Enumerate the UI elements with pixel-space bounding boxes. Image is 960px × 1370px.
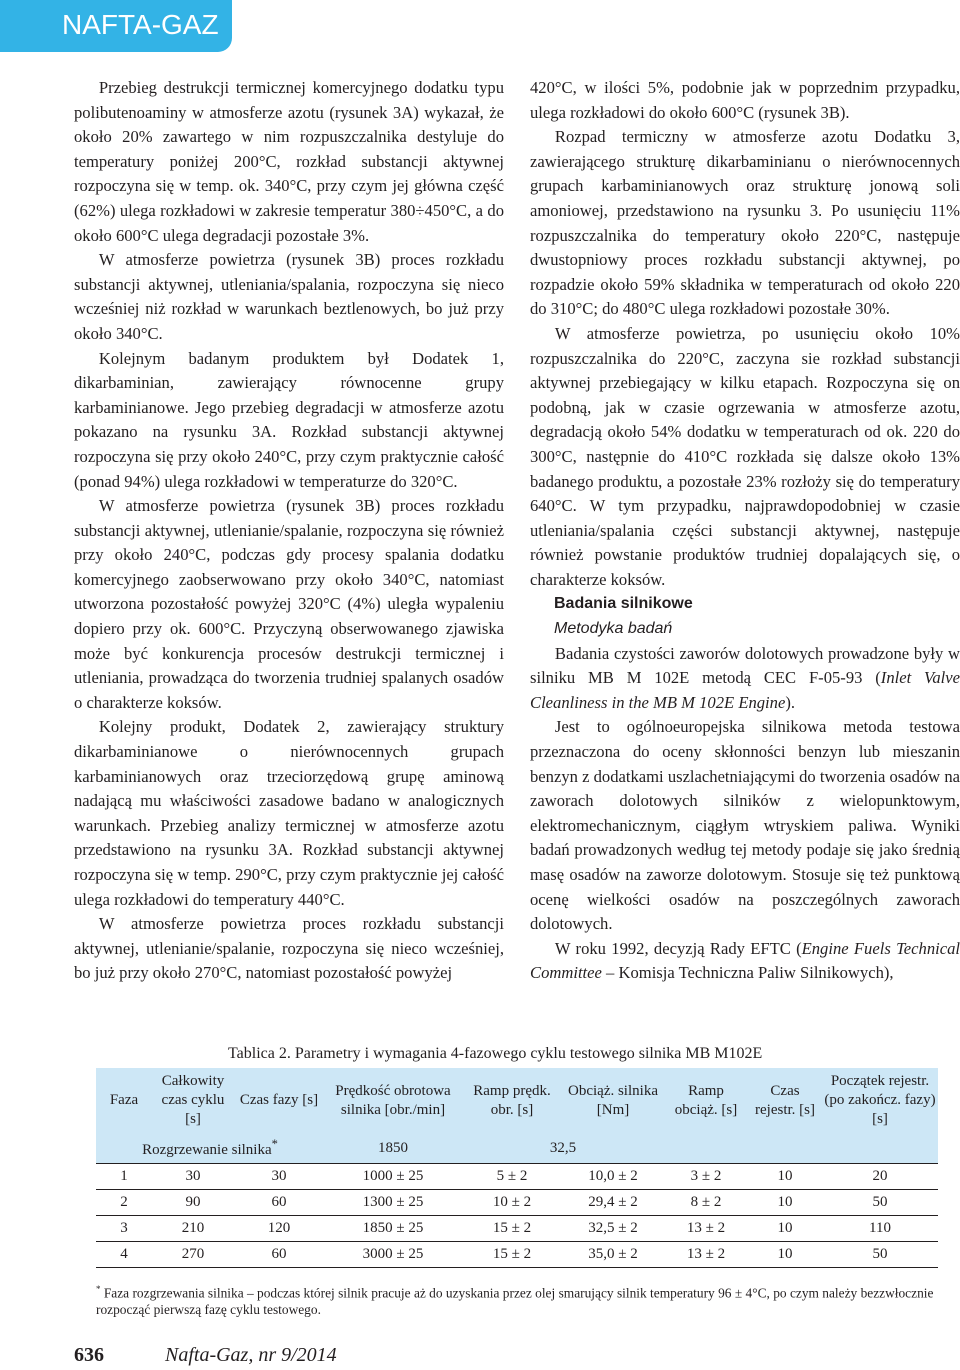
header-cell: Całkowity czas cyklu [s]: [152, 1068, 234, 1133]
journal-header-tab: [0, 0, 232, 52]
paragraph: W atmosferze powietrza (rysunek 3B) proces rozkładu substancji aktywnej, utlenianie/spalanie, rozpoczyna się również przy około 240°C, podczas gdy procesy spalania dodatku komercyjnego zaobserwowano przy około 340°C, natomiast utworzona pozostałość powyżej 320°C (4%) uległa wypaleniu dopiero przy ok. 600°C. Przyczyną obserwowanego zjawiska może być konkurencja procesów destrukcji termicznej i utleniania, prowadząca do tworzenia trudniej spalanych osadów o charakterze koksów.: [74, 496, 504, 712]
footnote-marker: *: [271, 1137, 278, 1151]
warmup-row: [96, 1133, 938, 1164]
table-cell: 50: [822, 1190, 938, 1216]
journal-footer: Nafta-Gaz, nr 9/2014: [165, 1344, 337, 1366]
table-row: [96, 1242, 938, 1268]
paragraph: [530, 937, 960, 986]
table-cell: 1850 ± 25: [324, 1216, 462, 1242]
text-run-italic: Inlet Valve Cleanliness in the MB M 102E Engine: [530, 668, 960, 712]
table-cell: 120: [234, 1216, 324, 1242]
table-row: [96, 1164, 938, 1190]
footnote-text: Faza rozgrzewania silnika – podczas której silnik pracuje aż do uzyskania przez olej smarujący silnik temperatury 96 ± 4°C, po czym należy bezzwłocznie rozpocząć pierwszą fazę cyklu testowego.: [96, 1285, 934, 1318]
paragraph: W atmosferze powietrza, po usunięciu około 10% rozpuszczalnika do 220°C, zaczyna sie rozkład substancji aktywnej przebiegający w kilku etapach. Rozpoczyna się on podobną, jak w czasie ogrzewania w atmosferze azotu, degradacją około 54% dodatku w temperaturach od ok. 220 do 300°C, następnie do 410°C rozkłada się dalsze około 13% badanego produktu, a pozostałe 23% rozłoży się do temperatury 640°C. W tym przypadku, najprawdopodobniej w czasie utleniania/spalania części substancji aktywnej, następuje również powstanie produktów trudniej dopalających się, o charakterze koksów.: [530, 323, 960, 589]
header-cell: Faza: [96, 1068, 152, 1133]
paragraph: Kolejnym badanym produktem był Dodatek 1, dikarbaminian, zawierający równocenne grupy karbaminianowe. Jego przebieg degradacji w atmosferze azotu pokazano na rysunku 3A. Rozkład substancji aktywnej rozpoczyna się przy około 240°C, przy czym praktycznie całość (ponad 94%) ulega rozkładowi w temperaturze do 320°C.: [74, 348, 504, 491]
table-cell: 10: [748, 1190, 822, 1216]
table-cell: 60: [234, 1242, 324, 1268]
paragraph: Przebieg destrukcji termicznej komercyjnego dodatku typu polibutenoaminy w atmosferze azotu (rysunek 3A) wykazał, że około 20% zawartego w nim rozpuszczalnika destyluje do temperatury poniżej 200°C, rozkład substancji aktywnej rozpoczyna się w temp. ok. 340°C, przy czym jej główna część (62%) ulega rozkładowi w zakresie temperatur 380÷450°C, a do około 600°C ulega degradacji pozostałe 3%.: [74, 78, 504, 245]
text-run: – Komisja Techniczna Paliw Silnikowych),: [601, 963, 894, 983]
table-cell: 210: [152, 1216, 234, 1242]
table-cell: 3000 ± 25: [324, 1242, 462, 1268]
header-cell: Prędkość obrotowa silnika [obr./min]: [324, 1068, 462, 1133]
table-cell: 20: [822, 1164, 938, 1190]
text-run: Badania czystości zaworów dolotowych prowadzone były w silniku MB M 102E metodą CEC F-05-93 (: [530, 643, 960, 688]
text-run: ).: [785, 692, 796, 712]
warmup-empty: [664, 1133, 938, 1164]
journal-header-label: NAFTA-GAZ: [62, 9, 219, 40]
warmup-label-text: Rozgrzewanie silnika: [142, 1142, 272, 1158]
header-cell: Czas fazy [s]: [234, 1068, 324, 1133]
table-cell: 35,0 ± 2: [562, 1242, 664, 1268]
table-cell: 13 ± 2: [664, 1216, 748, 1242]
table-cell: 1: [96, 1164, 152, 1190]
table-cell: 32,5 ± 2: [562, 1216, 664, 1242]
table-cell: 10: [748, 1242, 822, 1268]
table-footnote: [96, 1281, 944, 1318]
table-body: [96, 1164, 938, 1268]
header-cell: Ramp prędk. obr. [s]: [462, 1068, 562, 1133]
warmup-label: [96, 1133, 324, 1164]
table-cell: 15 ± 2: [462, 1216, 562, 1242]
table-cell: 3 ± 2: [664, 1164, 748, 1190]
table-row: [96, 1190, 938, 1216]
parameters-table: [96, 1068, 938, 1268]
paragraph: W atmosferze powietrza (rysunek 3B) proces rozkładu substancji aktywnej, utleniania/spalania, rozpoczyna się nieco wcześniej niż rozkład w warunkach beztlenowych, bo już przy około 340°C.: [74, 250, 504, 343]
table-cell: 60: [234, 1190, 324, 1216]
table-row: [96, 1216, 938, 1242]
table-cell: 30: [234, 1164, 324, 1190]
paragraph: W atmosferze powietrza proces rozkładu substancji aktywnej, utlenianie/spalanie, rozpoczyna się nieco wcześniej, bo już przy około 270°C, natomiast pozostałość powyżej: [74, 914, 504, 983]
header-cell: Obciąż. silnika [Nm]: [562, 1068, 664, 1133]
header-cell: Początek rejestr. (po zakończ. fazy) [s]: [822, 1068, 938, 1133]
text-run: W roku 1992, decyzją Rady EFTC (: [554, 938, 802, 958]
footnote-marker: *: [96, 1284, 101, 1294]
table-header-row: [96, 1068, 938, 1133]
table-cell: 29,4 ± 2: [562, 1190, 664, 1216]
table-cell: 50: [822, 1242, 938, 1268]
table-cell: 1000 ± 25: [324, 1164, 462, 1190]
table-cell: 10: [748, 1216, 822, 1242]
table-cell: 270: [152, 1242, 234, 1268]
right-text-column: [530, 76, 960, 986]
table-cell: 8 ± 2: [664, 1190, 748, 1216]
header-cell: Czas rejestr. [s]: [748, 1068, 822, 1133]
table-cell: 10 ± 2: [462, 1190, 562, 1216]
warmup-load: 32,5: [462, 1133, 664, 1164]
warmup-speed: 1850: [324, 1133, 462, 1164]
paragraph: [530, 642, 960, 716]
table-cell: 5 ± 2: [462, 1164, 562, 1190]
paragraph: Kolejny produkt, Dodatek 2, zawierający struktury dikarbaminianowe o nierównocennych grupach karbaminianowych oraz trzeciorzędową grupę aminową nadającą mu właściwości zasadowe badano w analogicznych warunkach. Przebieg analizy termicznej w atmosferze azotu przedstawiono na rysunku 3A. Rozkład substancji aktywnej rozpoczyna się w temp. 290°C, przy czym praktycznie jej całość ulega rozkładowi do temperatury 440°C.: [74, 717, 504, 909]
table-cell: 110: [822, 1216, 938, 1242]
table-cell: 90: [152, 1190, 234, 1216]
table-cell: 1300 ± 25: [324, 1190, 462, 1216]
text-run-italic: Engine Fuels Technical Committee: [530, 938, 960, 983]
table-cell: 3: [96, 1216, 152, 1242]
paragraph: 420°C, w ilości 5%, podobnie jak w poprzednim przypadku, ulega rozkładowi do około 600°C (rysunek 3B).: [530, 78, 960, 122]
table-cell: 2: [96, 1190, 152, 1216]
paragraph: Rozpad termiczny w atmosferze azotu Dodatku 3, zawierającego strukturę dikarbaminianu o nierównocennych grupach karbaminianowych oraz strukturę jonową soli amoniowej, przedstawiono na rysunku 3. Po usunięciu 11% rozpuszczalnika do temperatury około 220°C, następuje dwustopniowy proces rozkładu substancji aktywnej, po rozpadzie około 59% składnika w temperaturach od około 220 do 310°C; do 480°C ulega rozkładowi pozostałe 30%.: [530, 127, 960, 319]
table-cell: 10: [748, 1164, 822, 1190]
table-cell: 15 ± 2: [462, 1242, 562, 1268]
section-heading: Badania silnikowe: [554, 595, 693, 613]
header-cell: Ramp obciąż. [s]: [664, 1068, 748, 1133]
left-text-column: [74, 76, 504, 986]
table-caption: Tablica 2. Parametry i wymagania 4-fazowego cyklu testowego silnika MB M102E: [228, 1045, 763, 1062]
sub-heading: Metodyka badań: [554, 620, 673, 638]
table-cell: 10,0 ± 2: [562, 1164, 664, 1190]
paragraph: Jest to ogólnoeuropejska silnikowa metoda testowa przeznaczona do oceny skłonności benzyn lub mieszanin benzyn z dodatkami uszlachetniającymi do tworzenia osadów na zaworach dolotowych silników z wielopunktowym, elektromechanicznym, ciągłym wtryskiem paliwa. Wyniki badań prowadzonych według tej metody podaje się jako średnią masę osadów na zaworze dolotowym. Stosuje się też punktową ocenę wielkości osadów na poszczególnych zaworach dolotowych.: [530, 717, 960, 934]
page-number: 636: [74, 1344, 104, 1366]
table-cell: 30: [152, 1164, 234, 1190]
table-cell: 13 ± 2: [664, 1242, 748, 1268]
table-cell: 4: [96, 1242, 152, 1268]
